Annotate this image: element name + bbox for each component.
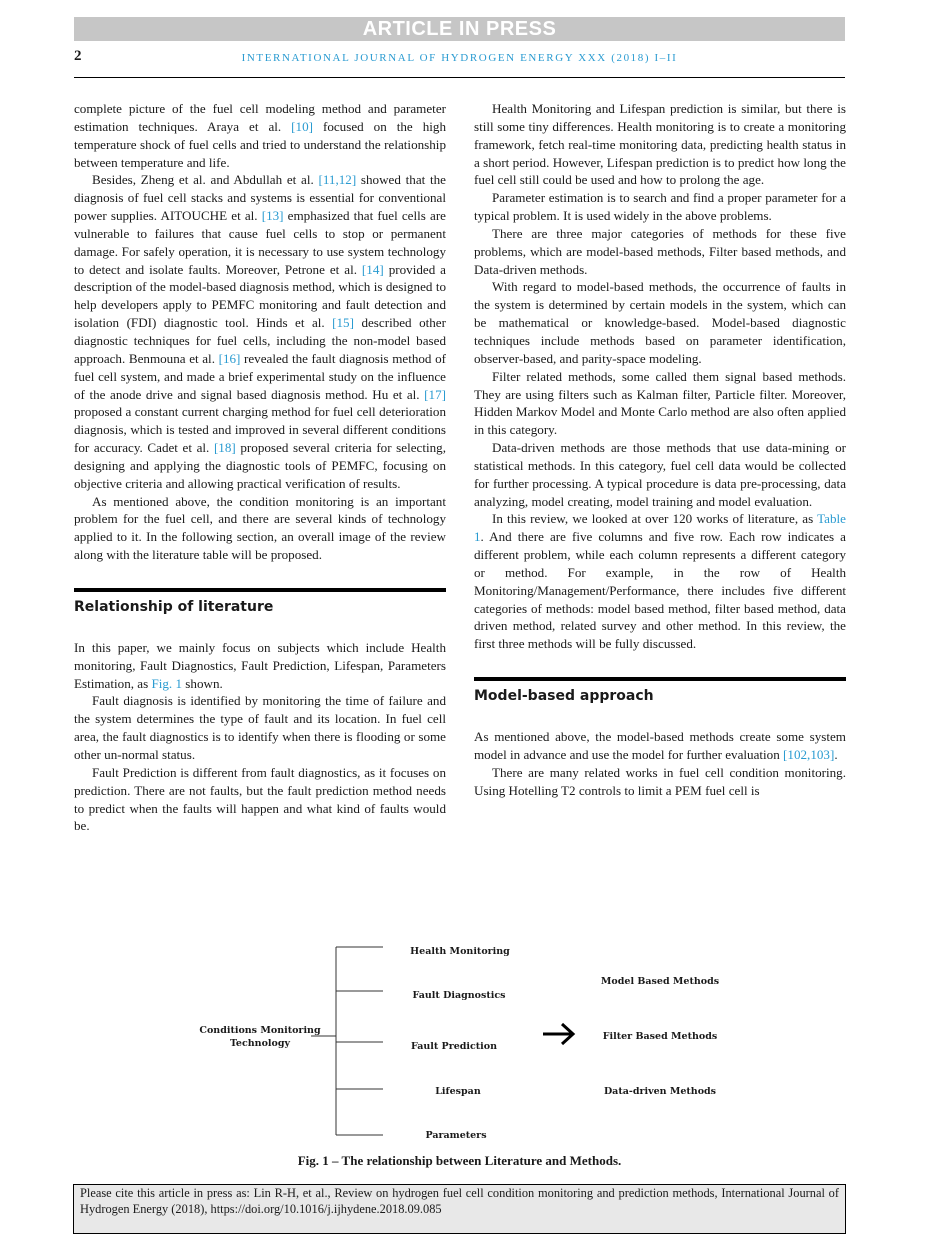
branch-fault-prediction: Fault Prediction	[410, 1041, 498, 1052]
reference-link[interactable]: [102,103]	[783, 747, 835, 762]
relationship-diagram	[74, 930, 845, 1150]
right-column	[474, 100, 846, 800]
table-link[interactable]: Table 1	[474, 511, 846, 545]
paragraph: As mentioned above, the condition monitoring is an important problem for the fuel cell, and there are several kinds of technology applied to it. In the following section, an overall image of the review along with the literature table will be proposed.	[74, 493, 446, 563]
paragraph: Fault diagnosis is identified by monitoring the time of failure and the system determines the type of fault and its location. In fuel cell area, the fault diagnostics is to identify when there is flooding or some other un-normal status.	[74, 693, 446, 762]
figure-1	[74, 930, 845, 1150]
branch-health-monitoring: Health Monitoring	[410, 946, 510, 957]
citation-box[interactable]: Please cite this article in press as: Lin R-H, et al., Review on hydrogen fuel cell condition monitoring and prediction methods, International Journal of Hydrogen Energy (2018), https://doi.org/10.1016/j.ijhydene.2018.09.085	[73, 1184, 846, 1234]
figure-link[interactable]: Fig. 1	[151, 675, 183, 691]
paragraph: In this paper, we mainly focus on subjects which include Health monitoring, Fault Diagnostics, Fault Prediction, Lifespan, Parameters Estimation, as Fig. 1 shown.	[74, 639, 446, 691]
left-column	[74, 100, 446, 835]
method-filter-based: Filter Based Methods	[602, 1031, 718, 1042]
reference-link[interactable]: [11,12]	[318, 172, 357, 188]
paragraph: Health Monitoring and Lifespan prediction is similar, but there is still some tiny differences. Health monitoring is to create a monitoring framework, fetch real-time monitoring data, predicting health status in a short period. However, Lifespan prediction is to predict how long the fuel cell still could be used and how to prolong the age.	[474, 101, 846, 188]
paragraph: In this review, we looked at over 120 works of literature, as Table 1. And there are five columns and five row. Each row indicates a different problem, while each column represents a different category or method. For example, in the row of Health Monitoring/Management/Performance, there includes five different categories of methods: model based method, filter based method, data driven method, related survey and other method. In this review, the first three methods will be fully discussed.	[474, 511, 846, 652]
branch-fault-diagnostics: Fault Diagnostics	[412, 990, 506, 1001]
branch-lifespan: Lifespan	[435, 1086, 481, 1097]
arrow-right-icon	[543, 1024, 573, 1044]
paragraph: complete picture of the fuel cell modeling method and parameter estimation techniques. Araya et al. [10] focused on the high temperature shock of fuel cells and tried to understand the relationship between temperature and life.	[74, 101, 446, 170]
reference-link[interactable]: [13]	[261, 208, 284, 224]
paragraph: As mentioned above, the model-based methods create some system model in advance and use the model for further evaluation [102,103].	[474, 729, 846, 762]
root-label-line1: Conditions Monitoring	[199, 1025, 321, 1036]
paragraph: Parameter estimation is to search and find a proper parameter for a typical problem. It is used widely in the above problems.	[474, 190, 846, 224]
paragraph: There are many related works in fuel cell condition monitoring. Using Hotelling T2 controls to limit a PEM fuel cell is	[474, 764, 846, 798]
reference-link[interactable]: [15]	[332, 315, 354, 331]
header-rule	[74, 77, 845, 78]
journal-header[interactable]: INTERNATIONAL JOURNAL OF HYDROGEN ENERGY XXX (2018) I–II	[241, 52, 678, 64]
reference-link[interactable]: [10]	[291, 118, 313, 134]
reference-link[interactable]: [17]	[424, 386, 446, 402]
method-model-based: Model Based Methods	[600, 976, 720, 987]
root-label-line2: Technology	[229, 1038, 291, 1049]
reference-link[interactable]: [14]	[361, 261, 384, 277]
page-number: 2	[74, 48, 82, 64]
paragraph: Filter related methods, some called them signal based methods. They are using filters such as Kalman filter, Particle filter. Moreover, Hidden Markov Model and Monte Carlo method are also often applied in this category.	[474, 368, 846, 438]
paragraph: Besides, Zheng et al. and Abdullah et al. [11,12] showed that the diagnosis of fuel cell stacks and systems is essential for conventional power supplies. AITOUCHE et al. [13] emphasized that fuel cells are vulnerable to failures that cause fuel cells to stop or permanent damage. For safely operation, it is necessary to use system technology to detect and isolate faults. Moreover, Petrone et al. [14] provided a description of the model-based diagnosis method, which is designed to help developers apply to PEMFC monitoring and fault detection and isolation (FDI) diagnostic tool. Hinds et al. [15] described other diagnostic techniques for fuel cells, including the non-model based approach. Benmouna et al. [16] revealed the fault diagnosis method of fuel cell system, and made a brief experimental study on the influence of the anode drive and signal based diagnosis method. Hu et al. [17] proposed a constant current charging method for fuel cell deterioration diagnosis, which is tested and improved in several different conditions for accuracy. Cadet et al. [18] proposed several criteria for selecting, designing and applying the diagnostic tools of PEMFC, focusing on objective criteria and allowing practical verification of results.	[74, 172, 446, 491]
paragraph: With regard to model-based methods, the occurrence of faults in the system is determined by certain models in the system, which can be mathematical or knowledge-based. Model-based diagnostic techniques include methods based on parameter identification, observer-based, and parity-space modeling.	[474, 279, 846, 366]
figure-caption: Fig. 1 – The relationship between Literature and Methods.	[297, 1153, 622, 1168]
section-heading-model-based: Model-based approach	[474, 677, 846, 706]
paragraph: Data-driven methods are those methods that use data-mining or statistical methods. In this category, fuel cell data would be collected for further processing. A typical procedure is data pre-processing, data analyzing, model creating, model training and model evaluation.	[474, 440, 846, 509]
reference-link[interactable]: [16]	[218, 350, 241, 366]
article-in-press-banner: ARTICLE IN PRESS	[74, 17, 845, 41]
reference-link[interactable]: [18]	[213, 440, 236, 456]
paragraph: Fault Prediction is different from fault diagnostics, as it focuses on prediction. There are not faults, but the fault prediction method needs to predict when the faults will happen and what kind of faults would be.	[74, 764, 446, 834]
paragraph: There are three major categories of methods for these five problems, which are model-based methods, Filter based methods, and Data-driven methods.	[474, 225, 846, 277]
method-data-driven: Data-driven Methods	[603, 1086, 717, 1097]
section-heading-relationship: Relationship of literature	[74, 588, 446, 617]
branch-parameters: Parameters	[425, 1130, 487, 1141]
